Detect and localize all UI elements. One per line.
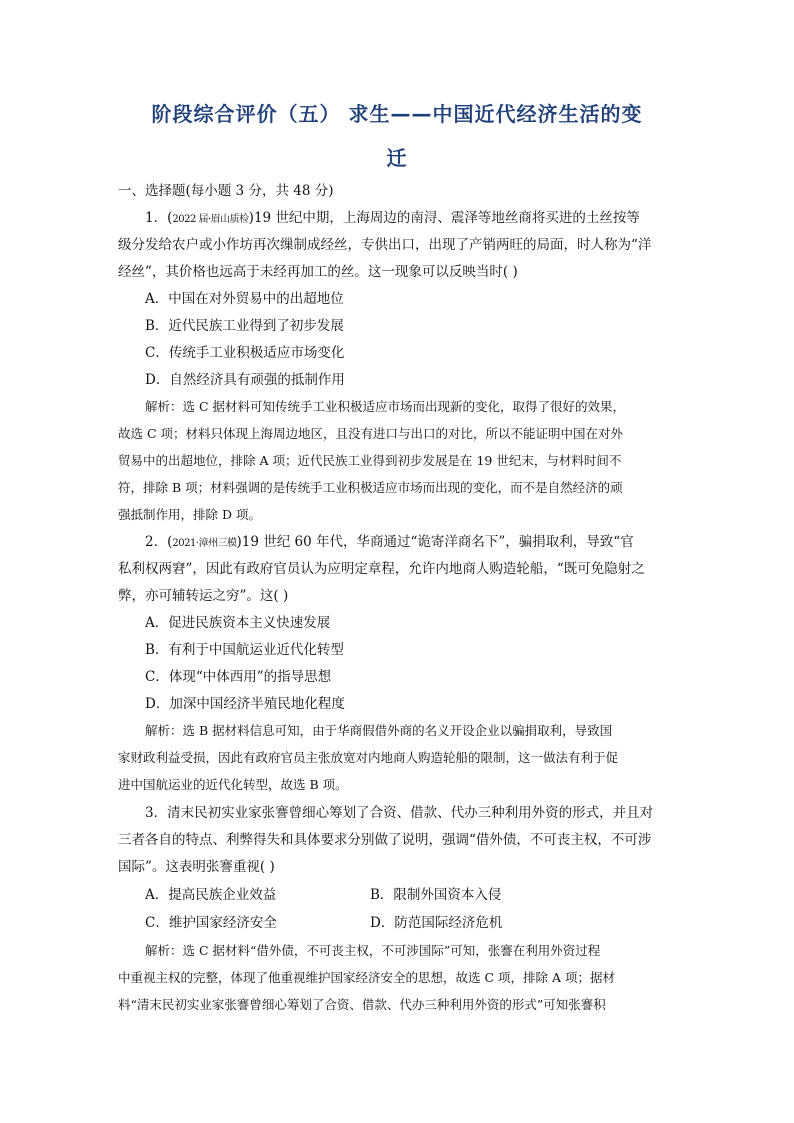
section-heading: 一、选择题(每小题 3 分，共 48 分): [118, 183, 334, 199]
q1-analysis-line-2: 故选 C 项；材料只体现上海周边地区，且没有进口与出口的对比，所以不能证明中国在对外: [118, 426, 624, 441]
q2-analysis-line-2: 家财政利益受损，因此有政府官员主张放宽对内地商人购造轮船的限制，这一做法有利于促: [118, 750, 619, 765]
q1-analysis-line-3: 贸易中的出超地位，排除 A 项；近代民族工业得到初步发展是在 19 世纪末，与材料时间不: [118, 453, 622, 468]
q3-option-c: C．维护国家经济安全: [145, 915, 277, 931]
q3-analysis-line-2: 中重视主权的完整，体现了他重视维护国家经济安全的思想，故选 C 项，排除 A 项；据材: [118, 970, 615, 985]
q3-stem-line-3: 国际”。这表明张謇重视( ): [118, 859, 275, 875]
q3-analysis-line-3: 料“清末民初实业家张謇曾细心筹划了合资、借款、代办三种利用外资的形式”可知张謇积: [118, 997, 606, 1012]
q1-option-b: B．近代民族工业得到了初步发展: [145, 318, 344, 334]
q1-option-c: C．传统手工业积极适应市场变化: [145, 345, 345, 361]
q3-option-a: A．提高民族企业效益: [145, 887, 277, 903]
q1-number: 1．(: [145, 210, 173, 226]
q2-analysis-line-3: 进中国航运业的近代化转型，故选 B 项。: [118, 777, 348, 792]
q2-stem-line-2: 私利权两窘”，因此有政府官员认为应明定章程，允许内地商人购造轮船，“既可免隐射之: [118, 561, 645, 577]
q2-number: 2．(: [145, 534, 173, 550]
q3-stem-line-1: 3．清末民初实业家张謇曾细心筹划了合资、借款、代办三种利用外资的形式，并且对: [145, 805, 654, 821]
q1-option-d: D．自然经济具有顽强的抵制作用: [145, 372, 345, 388]
q3-option-b: B．限制外国资本入侵: [370, 887, 502, 903]
q2-option-d: D．加深中国经济半殖民地化程度: [145, 696, 345, 712]
q3-option-d: D．防范国际经济危机: [370, 915, 503, 931]
page-title: 阶段综合评价（五） 求生——中国近代经济生活的变: [151, 102, 643, 126]
q3-analysis-line-1: 解析：选 C 据材料“借外债，不可丧主权，不可涉国际”可知，张謇在利用外资过程: [145, 943, 601, 958]
q1-analysis-line-4: 符，排除 B 项；材料强调的是传统手工业积极适应市场而出现的变化，而不是自然经济的顽: [118, 480, 623, 495]
q3-stem-line-2: 三者各自的特点、利弊得失和具体要求分别做了说明，强调“借外债，不可丧主权，不可涉: [118, 832, 652, 848]
q2-option-a: A．促进民族资本主义快速发展: [145, 615, 331, 631]
q2-option-c: C．体现“中体西用”的指导思想: [145, 669, 332, 685]
q2-stem-line-1: [145, 533, 705, 553]
q1-option-a: A．中国在对外贸易中的出超地位: [145, 291, 344, 307]
q1-source: 2022 届·眉山质检: [172, 214, 249, 225]
q2-stem-line-3: 弊，亦可辅转运之穷”。这( ): [118, 588, 289, 604]
q1-stem-line-2: 级分发给农户或小作坊再次缫制成经丝，专供出口，出现了产销两旺的局面，时人称为“洋: [118, 237, 652, 253]
q2-text-1: )19 世纪 60 年代，华商通过“诡寄洋商名下”，骗捐取利，导致“官: [236, 534, 634, 550]
q1-stem-line-3: 经丝”，其价格也远高于未经再加工的丝。这一现象可以反映当时( ): [118, 264, 518, 280]
q2-source: 2021·漳州三模: [172, 538, 237, 549]
q2-analysis-line-1: 解析：选 B 据材料信息可知，由于华商假借外商的名义开设企业以骗捐取利，导致国: [145, 723, 613, 738]
q1-stem-line-1: [145, 209, 705, 229]
q1-analysis-line-5: 强抵制作用，排除 D 项。: [118, 507, 261, 522]
q1-analysis-line-1: 解析：选 C 据材料可知传统手工业积极适应市场而出现新的变化，取得了很好的效果，: [145, 399, 626, 414]
page-title-continued: 迁: [386, 146, 408, 170]
q2-option-b: B．有利于中国航运业近代化转型: [145, 642, 344, 658]
q1-text-1: )19 世纪中期，上海周边的南浔、震泽等地丝商将买进的土丝按等: [248, 210, 640, 226]
